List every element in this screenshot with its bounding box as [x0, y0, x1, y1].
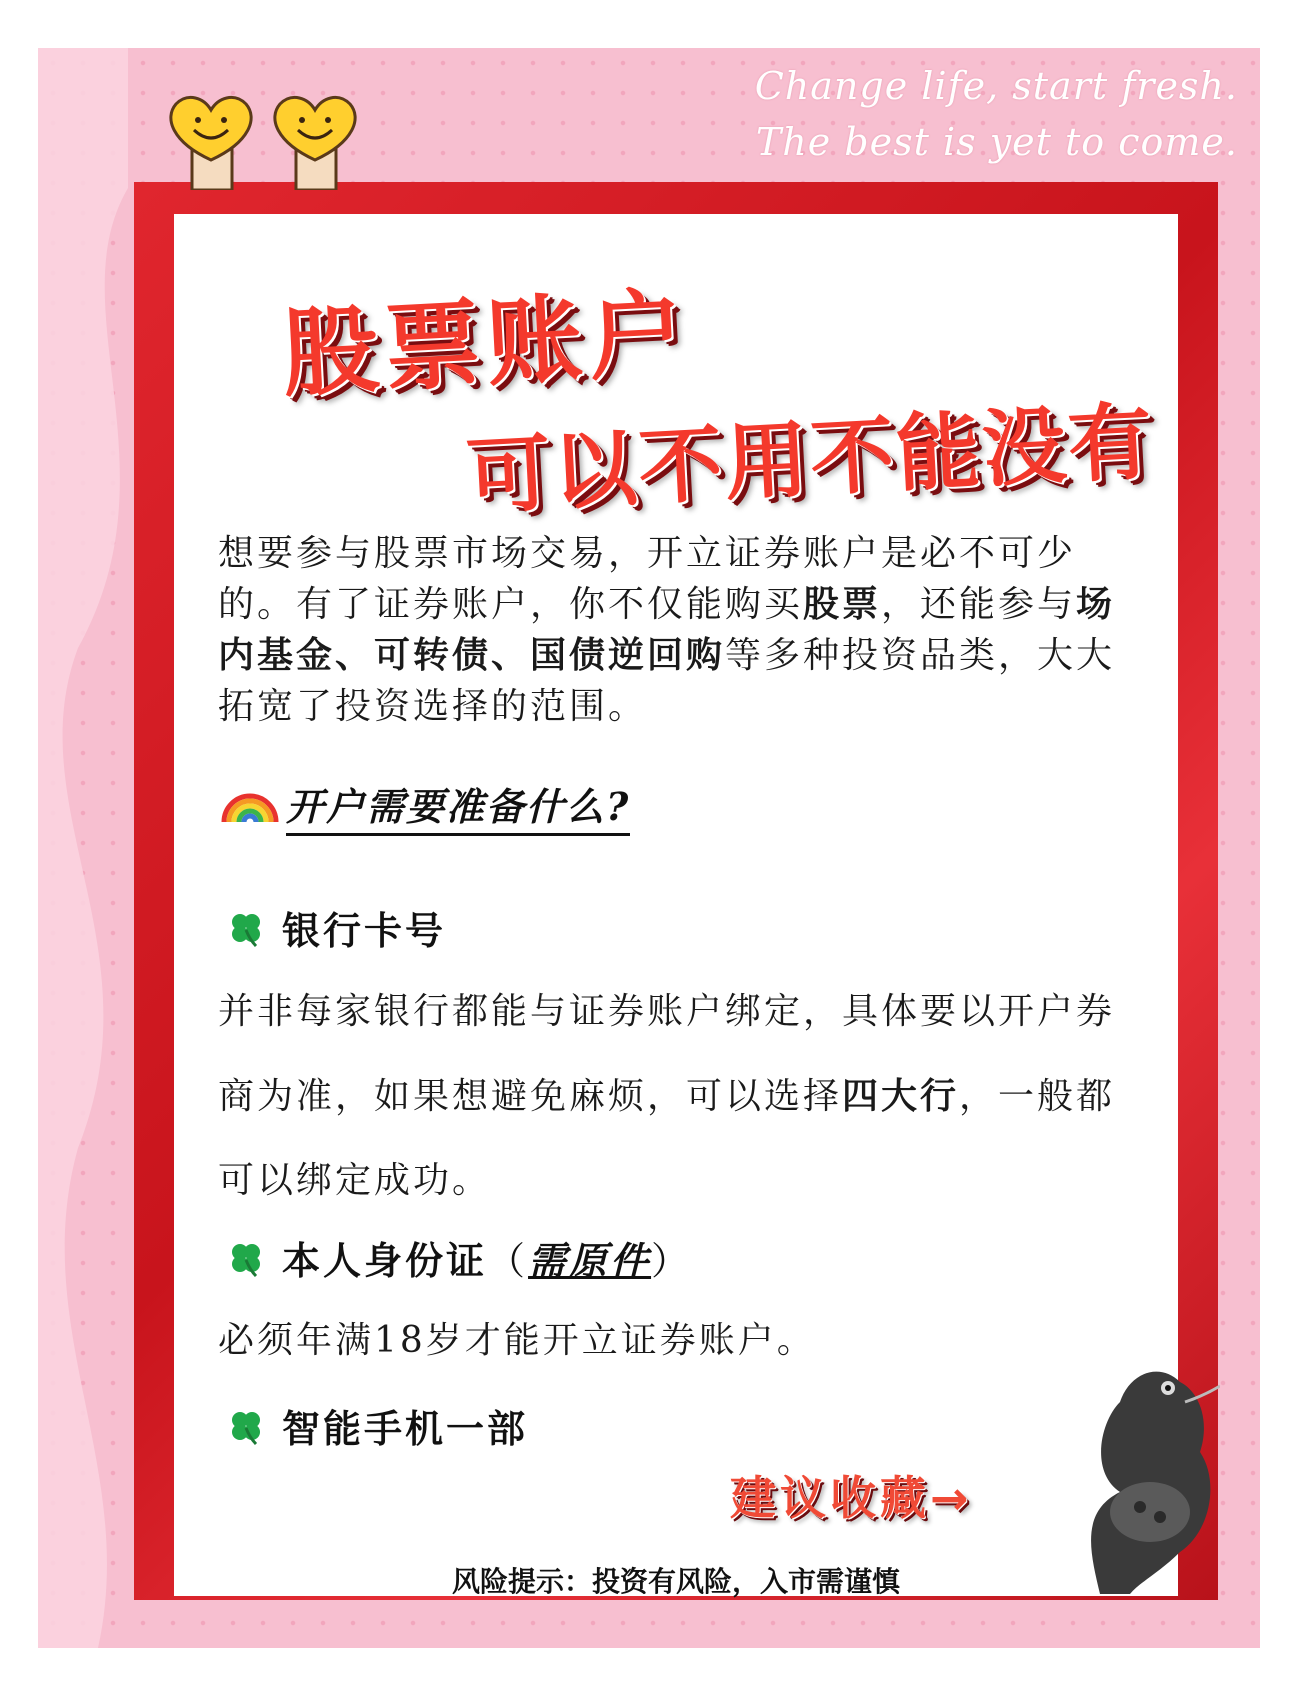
- item-bank-card: 银行卡号: [226, 900, 446, 955]
- save-suggestion: 建议收藏→: [730, 1471, 973, 1525]
- original-required-note: 需原件: [528, 1238, 652, 1283]
- smiley-heart-mascot-icon: [162, 90, 260, 190]
- tagline-line-1: Change life, start fresh.: [754, 64, 1238, 108]
- risk-notice: 风险提示：投资有风险，入市需谨慎: [451, 1565, 900, 1598]
- item-id-card-text: 必须年满18岁才能开立证券账户。: [218, 1320, 816, 1361]
- intro-paragraph: 想要参与股票市场交易，开立证券账户是必不可少的。有了证券账户，你不仅能购买股票，还能参与场内基金、可转债、国债逆回购等多种投资品类，大大拓宽了投资选择的范围。: [218, 533, 1116, 727]
- sub-title: 可以不用不能没有: [464, 392, 1157, 526]
- main-title: 股票账户: [279, 277, 694, 411]
- highlight-stocks: 股票: [803, 583, 882, 625]
- four-leaf-clover-icon: [226, 1238, 266, 1278]
- rainbow-icon: [218, 778, 282, 826]
- section-heading: 开户需要准备什么?: [286, 776, 630, 836]
- highlight-products: 场内基金、可转债、国债逆回购: [218, 583, 1116, 676]
- tagline-line-2: The best is yet to come.: [755, 120, 1238, 164]
- smiley-heart-mascot-icon: [266, 90, 364, 190]
- four-leaf-clover-icon: [226, 908, 266, 948]
- frog-statue-icon: [1060, 1342, 1220, 1594]
- highlight-big-four: 四大行: [842, 1075, 960, 1117]
- four-leaf-clover-icon: [226, 1406, 266, 1446]
- item-id-card: 本人身份证 （ 需原件 ）: [226, 1230, 692, 1285]
- item-smartphone: 智能手机一部: [226, 1398, 528, 1453]
- item-bank-card-text: 并非每家银行都能与证券账户绑定，具体要以开户券商为准，如果想避免麻烦，可以选择四大行，一般都可以绑定成功。: [218, 991, 1116, 1201]
